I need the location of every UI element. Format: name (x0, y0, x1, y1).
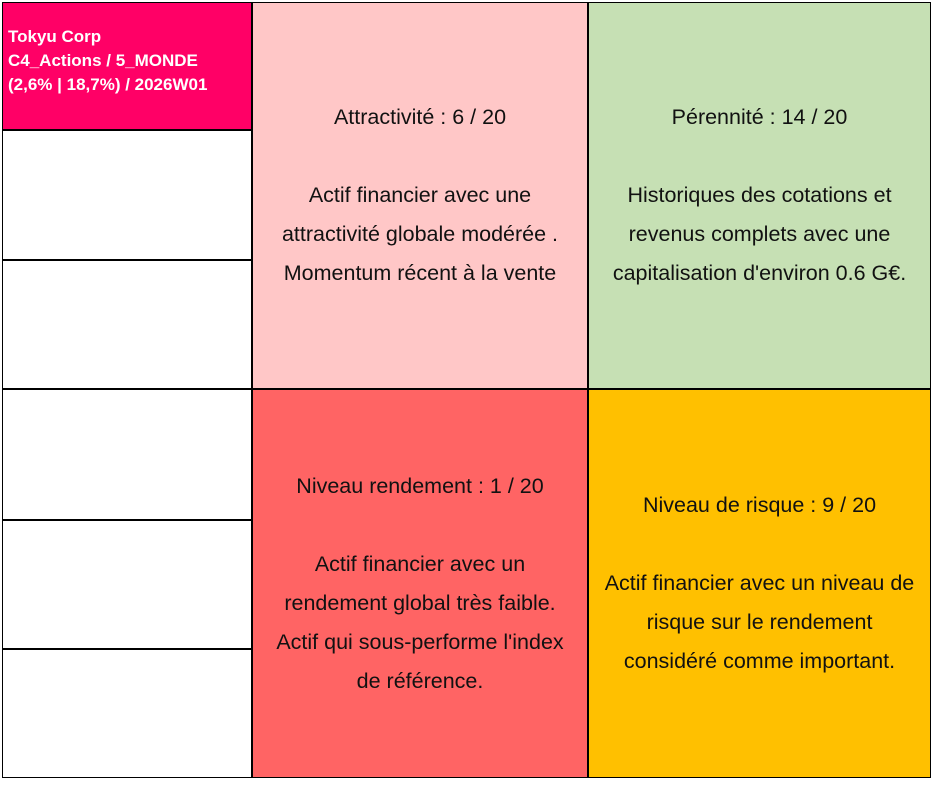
asset-category: C4_Actions / 5_MONDE (8, 51, 198, 70)
asset-name: Tokyu Corp (8, 27, 102, 46)
empty-cell-2 (2, 260, 252, 389)
risque-text-line: risque sur le rendement (646, 610, 873, 634)
risque-text-line: Actif financier avec un niveau de (604, 571, 915, 595)
rendement-text-line: Actif financier avec un (314, 551, 526, 576)
risque-text-line: considéré comme important. (623, 649, 896, 673)
empty-cell-4 (2, 520, 252, 649)
empty-cell-5 (2, 649, 252, 778)
risque-title: Niveau de risque : 9 / 20 (642, 493, 877, 517)
asset-header (2, 2, 252, 130)
attractivite-text-line: Actif financier avec une (308, 183, 532, 207)
attractivite-text-line: attractivité globale modérée . (281, 222, 559, 246)
attractivite-text-line: Momentum récent à la vente (283, 261, 557, 285)
empty-cell-3 (2, 389, 252, 520)
perennite-panel (588, 2, 931, 389)
rendement-text-line: Actif qui sous-performe l'index (276, 629, 564, 654)
rendement-text-line: rendement global très faible. (284, 590, 556, 615)
rendement-panel (252, 389, 588, 778)
perennite-text-line: capitalisation d'environ 0.6 G€. (612, 261, 907, 285)
empty-cell-1 (2, 130, 252, 260)
attractivite-title: Attractivité : 6 / 20 (333, 105, 507, 129)
rendement-text-line: de référence. (356, 668, 484, 693)
perennite-text-line: revenus complets avec une (628, 222, 891, 246)
risque-panel (588, 389, 931, 778)
attractivite-panel (252, 2, 588, 389)
perennite-text-line: Historiques des cotations et (627, 183, 892, 207)
asset-stats: (2,6% | 18,7%) / 2026W01 (8, 75, 208, 94)
rendement-title: Niveau rendement : 1 / 20 (296, 473, 544, 498)
perennite-title: Pérennité : 14 / 20 (671, 105, 848, 129)
